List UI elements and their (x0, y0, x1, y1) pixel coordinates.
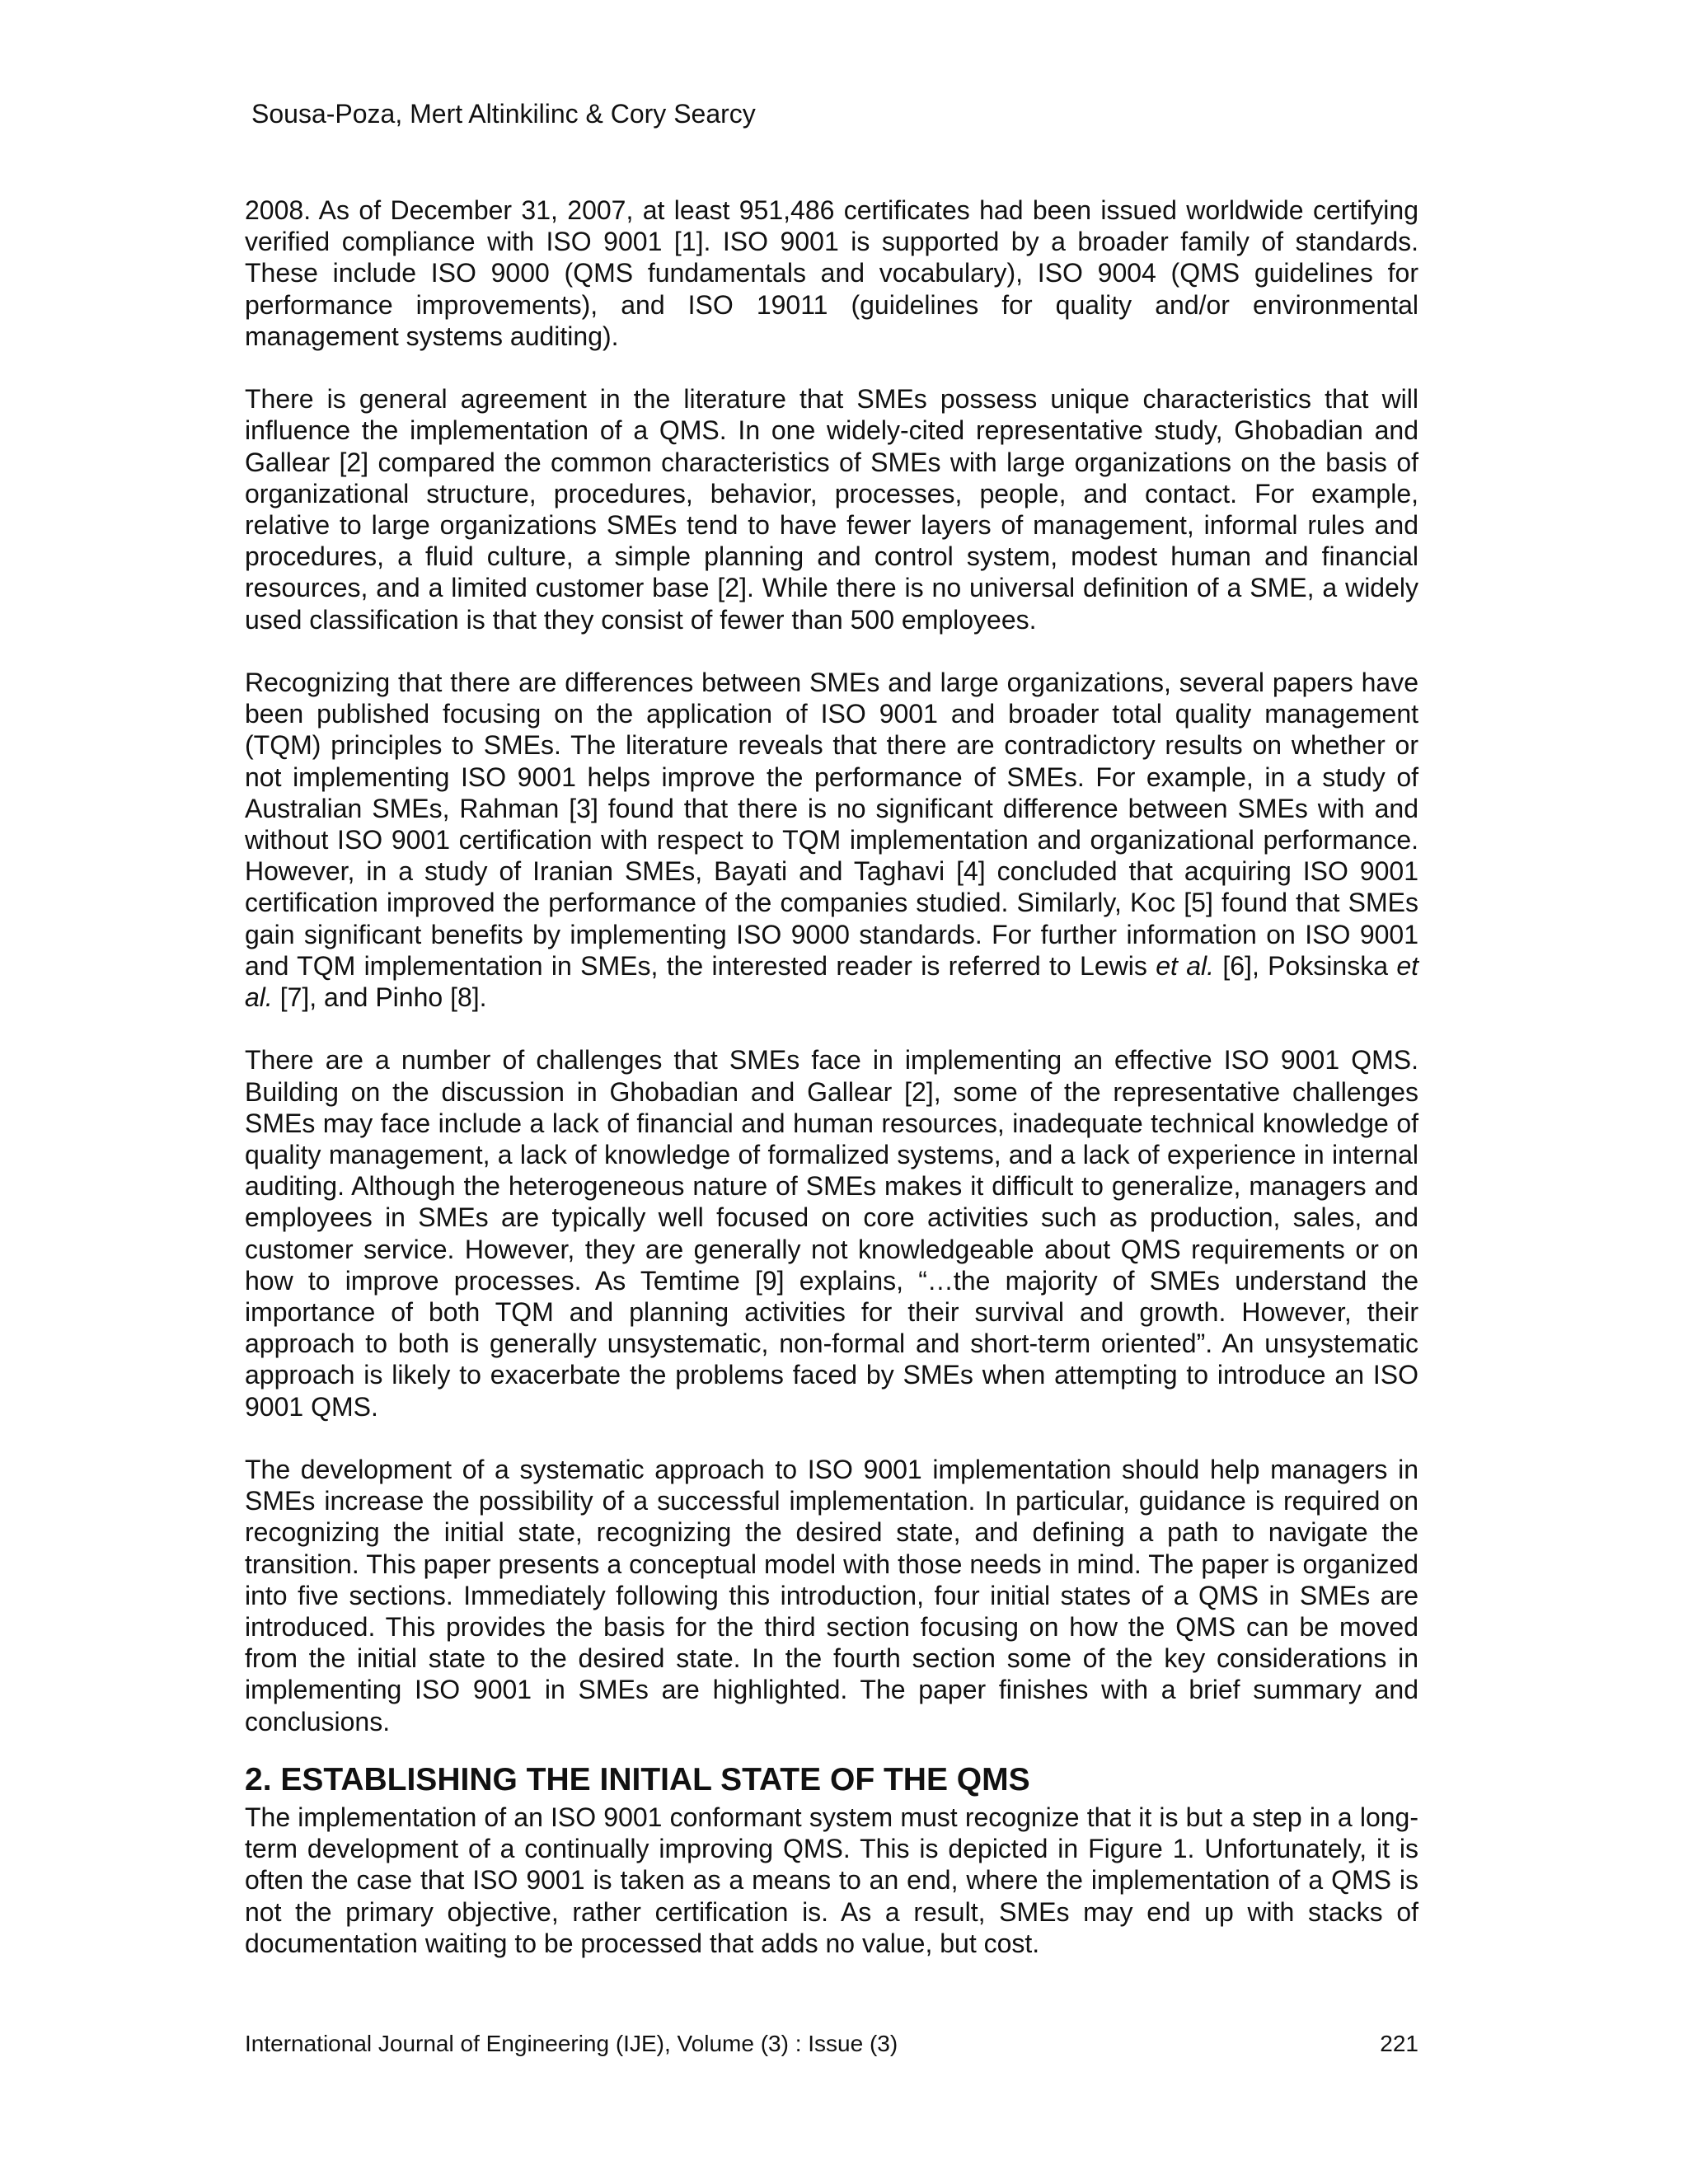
paragraph (245, 383, 1418, 635)
paragraph (245, 667, 1418, 1013)
paragraph-text: There are a number of challenges that SMEs face in implementing an effective ISO 9001 QMS. Building on the discussion in Ghobadian and Gallear [2], some of the representative challenges SMEs may face include a lack of financial and human resources, inadequate technical knowledge of quality management, a lack of knowledge of formalized systems, and a lack of experience in internal auditing. Although the heterogeneous nature of SMEs makes it difficult to generalize, managers and employees in SMEs are typically well focused on core activities such as production, sales, and customer service. However, they are generally not knowledgeable about QMS requirements or on how to improve processes. As Temtime [9] explains, “…the majority of SMEs understand the importance of both TQM and planning activities for their survival and growth. However, their approach to both is generally unsystematic, non-formal and short-term oriented”. An unsystematic approach is likely to exacerbate the problems faced by SMEs when attempting to introduce an ISO 9001 QMS. (245, 1045, 1418, 1422)
running-head-authors: Sousa-Poza, Mert Altinkilinc & Cory Searcy (251, 99, 756, 129)
paragraph (245, 1454, 1418, 1737)
paragraph (245, 194, 1418, 352)
footer-journal: International Journal of Engineering (IJE), Volume (3) : Issue (3) (245, 2031, 898, 2056)
section-paragraph: The implementation of an ISO 9001 conformant system must recognize that it is but a step in a long-term development of a continually improving QMS. This is depicted in Figure 1. Unfortunately, it is often the case that ISO 9001 is taken as a means to an end, where the implementation of a QMS is not the primary objective, rather certification is. As a result, SMEs may end up with stacks of documentation waiting to be processed that adds no value, but cost. (245, 1802, 1418, 1958)
paragraph-text: [7], and Pinho [8]. (272, 982, 487, 1013)
paragraph (245, 1044, 1418, 1422)
paragraph-text: Recognizing that there are differences between SMEs and large organizations, several papers have been published focusing on the application of ISO 9001 and broader total quality management (TQM) principles to SMEs. The literature reveals that there are contradictory results on whether or not implementing ISO 9001 helps improve the performance of SMEs. For example, in a study of Australian SMEs, Rahman [3] found that there is no significant difference between SMEs with and without ISO 9001 certification with respect to TQM implementation and organizational performance. However, in a study of Iranian SMEs, Bayati and Taghavi [4] concluded that acquiring ISO 9001 certification improved the performance of the companies studied. Similarly, Koc [5] found that SMEs gain significant benefits by implementing ISO 9000 standards. For further information on ISO 9001 and TQM implementation in SMEs, the interested reader is referred to Lewis (245, 668, 1418, 981)
italic-text: et al. (245, 950, 1419, 1013)
italic-text: et al. (1156, 950, 1215, 981)
paragraph-text: The development of a systematic approach to ISO 9001 implementation should help managers in SMEs increase the possibility of a successful implementation. In particular, guidance is required on recognizing the initial state, recognizing the desired state, and defining a path to navigate the transition. This paper presents a conceptual model with those needs in mind. The paper is organized into five sections. Immediately following this introduction, four initial states of a QMS in SMEs are introduced. This provides the basis for the third section focusing on how the QMS can be moved from the initial state to the desired state. In the fourth section some of the key considerations in implementing ISO 9001 in SMEs are highlighted. The paper finishes with a brief summary and conclusions. (245, 1455, 1418, 1736)
footer-page-number: 221 (1380, 2031, 1418, 2056)
paragraph-text: [6], Poksinska (1214, 950, 1397, 981)
paragraph-text: 2008. As of December 31, 2007, at least 951,486 certificates had been issued worldwide certifying verified compliance with ISO 9001 [1]. ISO 9001 is supported by a broader family of standards. These include ISO 9000 (QMS fundamentals and vocabulary), ISO 9004 (QMS guidelines for performance improvements), and ISO 19011 (guidelines for quality and/or environmental management systems auditing). (245, 195, 1418, 351)
body-text (245, 194, 1418, 1959)
paragraph-text: There is general agreement in the literature that SMEs possess unique characteristics that will influence the implementation of a QMS. In one widely-cited representative study, Ghobadian and Gallear [2] compared the common characteristics of SMEs with large organizations on the basis of organizational structure, procedures, behavior, processes, people, and contact. For example, relative to large organizations SMEs tend to have fewer layers of management, informal rules and procedures, a fluid culture, a simple planning and control system, modest human and financial resources, and a limited customer base [2]. While there is no universal definition of a SME, a widely used classification is that they consist of fewer than 500 employees. (245, 384, 1418, 635)
section-heading: 2. ESTABLISHING THE INITIAL STATE OF THE QMS (245, 1761, 1030, 1797)
